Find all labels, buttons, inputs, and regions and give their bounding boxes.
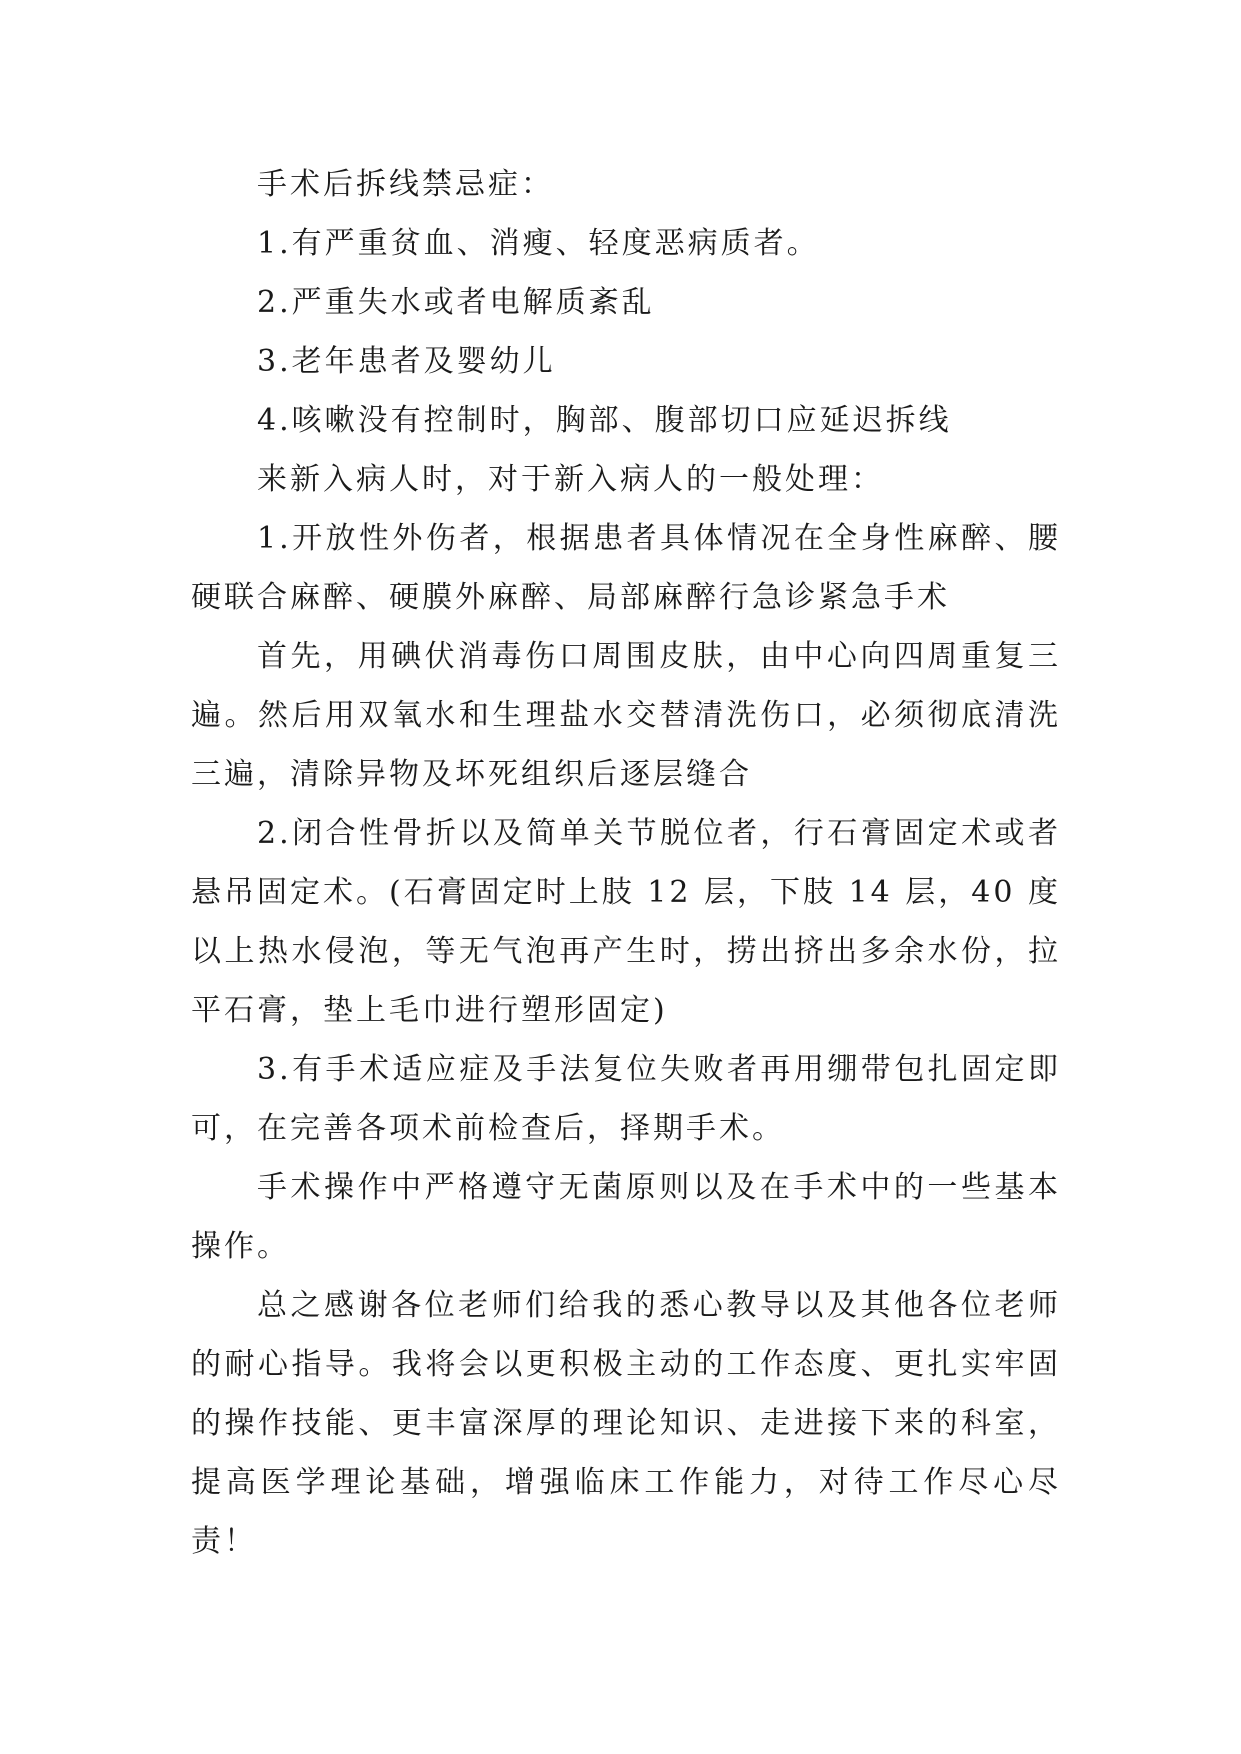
document-body <box>191 155 1061 1571</box>
paragraph-open-trauma: 1.开放性外伤者，根据患者具体情况在全身性麻醉、腰硬联合麻醉、硬膜外麻醉、局部麻醉行急诊紧急手术 <box>191 521 1061 615</box>
paragraph-contraindication-2: 2.严重失水或者电解质紊乱 <box>257 285 655 320</box>
paragraph-closed-fracture: 2.闭合性骨折以及简单关节脱位者，行石膏固定术或者悬吊固定术。(石膏固定时上肢 12 层，下肢 14 层，40 度以上热水侵泡，等无气泡再产生时，捞出挤出多余水份，拉平石膏，垫上毛巾进行塑形固定) <box>191 816 1061 1028</box>
paragraph-wound-cleaning: 首先，用碘伏消毒伤口周围皮肤，由中心向四周重复三遍。然后用双氧水和生理盐水交替清洗伤口，必须彻底清洗三遍，清除异物及坏死组织后逐层缝合 <box>191 639 1061 792</box>
paragraph-surgery-indication: 3.有手术适应症及手法复位失败者再用绷带包扎固定即可，在完善各项术前检查后，择期手术。 <box>191 1052 1061 1146</box>
paragraph-conclusion: 总之感谢各位老师们给我的悉心教导以及其他各位老师的耐心指导。我将会以更积极主动的工作态度、更扎实牢固的操作技能、更丰富深厚的理论知识、走进接下来的科室，提高医学理论基础，增强临床工作能力，对待工作尽心尽责！ <box>191 1288 1061 1559</box>
paragraph-contraindication-4: 4.咳嗽没有控制时，胸部、腹部切口应延迟拆线 <box>257 403 952 438</box>
paragraph-contraindication-1: 1.有严重贫血、消瘦、轻度恶病质者。 <box>257 226 820 261</box>
paragraph-contraindications-heading: 手术后拆线禁忌症： <box>257 167 554 202</box>
paragraph-aseptic-principle: 手术操作中严格遵守无菌原则以及在手术中的一些基本操作。 <box>191 1170 1061 1264</box>
paragraph-new-patient-heading: 来新入病人时，对于新入病人的一般处理： <box>257 462 884 497</box>
paragraph-contraindication-3: 3.老年患者及婴幼儿 <box>257 344 556 379</box>
